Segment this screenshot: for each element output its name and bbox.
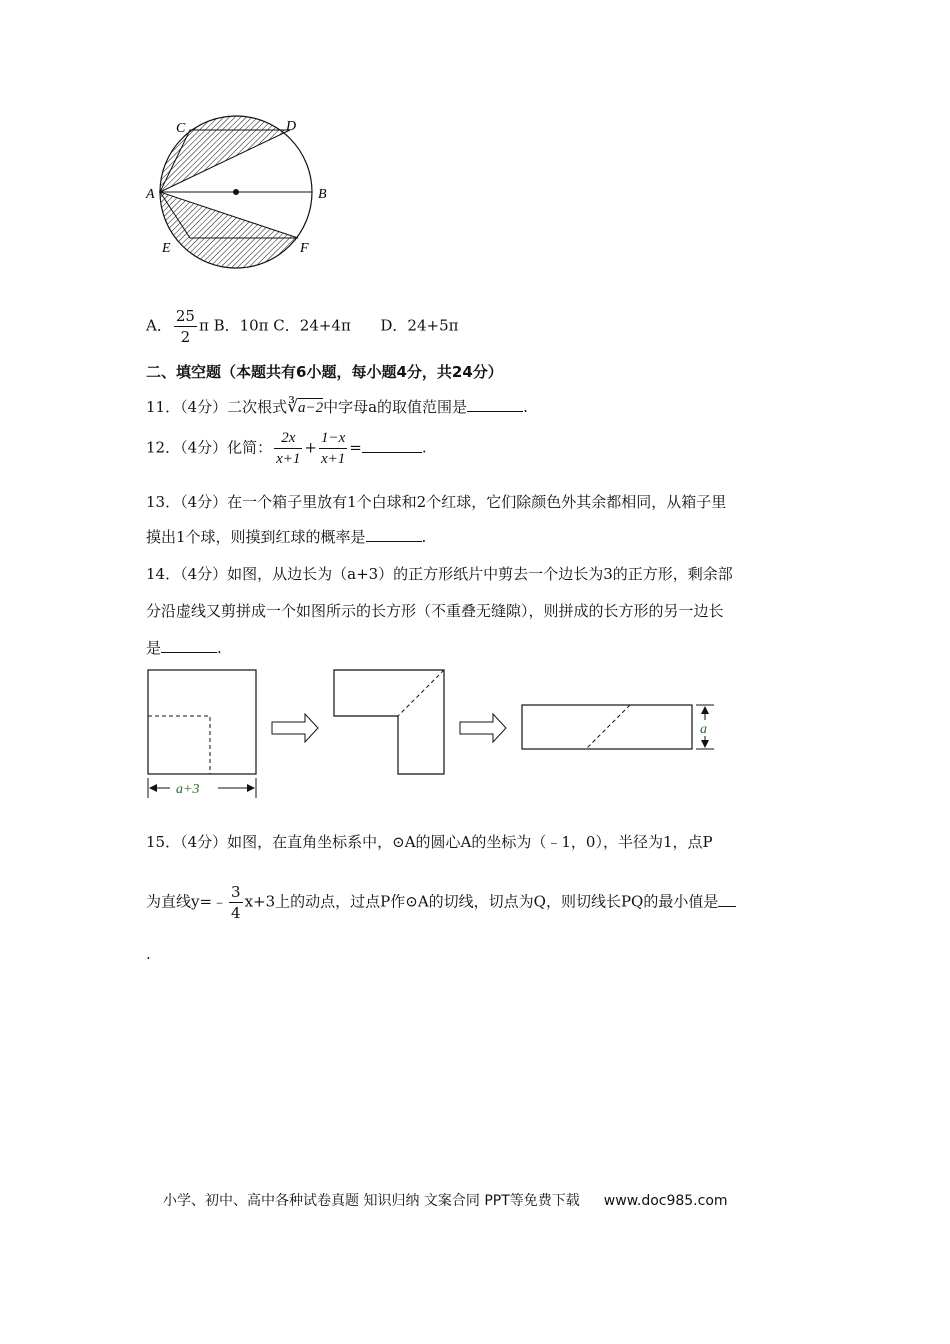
options-abc: π B．10π C．24+4π	[198, 316, 351, 335]
original-square	[148, 670, 256, 774]
arrow-right-icon	[460, 714, 506, 742]
answer-blank	[718, 892, 736, 907]
question-15-line1: 15．（4分）如图，在直角坐标系中，⊙A的圆心A的坐标为（﹣1，0），半径为1，点P	[146, 833, 713, 851]
question-12: 12．（4分）化简： $\frac{2x}{x+1}$ + $\frac{1-x}{x+1}$ = .	[146, 430, 427, 467]
answer-blank	[467, 397, 523, 412]
arrowhead-left	[149, 784, 157, 792]
answer-blank	[362, 438, 422, 453]
question-14-line3: 是 .	[146, 639, 222, 657]
label-e: E	[162, 241, 171, 256]
answer-blank	[366, 527, 422, 542]
question-14-line1: 14．（4分）如图，从边长为（a+3）的正方形纸片中剪去一个边长为3的正方形，剩余部	[146, 565, 733, 583]
label-c: C	[176, 121, 186, 136]
label-f: F	[300, 241, 309, 256]
arrowhead-right	[247, 784, 255, 792]
label-a: A	[146, 187, 155, 202]
question-15-line2: 为直线y=﹣ $\frac{3}{4}$ x+3上的动点，过点P作⊙A的切线，切点为Q，则切线长PQ的最小值是	[146, 882, 736, 923]
cut-dashed-line	[148, 716, 210, 774]
footer-url[interactable]: www.doc985.com	[603, 1193, 728, 1209]
fraction-3-4: $\frac{3}{4}$	[231, 883, 241, 922]
question-15-line3: .	[146, 945, 151, 963]
label-b: B	[318, 187, 327, 202]
fraction-1-x: $\frac{1-x}{x+1}$	[321, 430, 346, 467]
l-shape	[334, 670, 444, 774]
answer-blank	[161, 638, 217, 653]
question-13-line2: 摸出1个球，则摸到红球的概率是 .	[146, 528, 427, 546]
l-shape-dashed-diagonal	[398, 670, 444, 716]
label-a: a	[700, 722, 707, 737]
fraction-2x: $\frac{2x}{x+1}$	[276, 430, 301, 467]
question-13-line1: 13．（4分）在一个箱子里放有1个白球和2个红球，它们除颜色外其余都相同，从箱子里	[146, 493, 727, 511]
page-footer	[163, 1190, 728, 1210]
fraction-25-2: $\frac{25}{2}$	[175, 307, 195, 346]
square-cut-figure	[140, 664, 730, 804]
question-11: 11．（4分）二次根式∛a−2中字母a的取值范围是 .	[146, 397, 528, 417]
label-d: D	[286, 119, 297, 134]
q10-options	[146, 306, 459, 347]
radicand: a−2	[297, 400, 324, 416]
arrowhead-down	[701, 740, 709, 748]
arrowhead-up	[701, 706, 709, 714]
option-a-prefix: A．	[146, 316, 172, 335]
label-a-plus-3: a+3	[176, 782, 200, 797]
section-heading: 二、填空题（本题共有6小题，每小题4分，共24分）	[146, 363, 503, 381]
rectangle-dashed-diagonal	[586, 705, 630, 749]
circle-figure	[140, 110, 340, 270]
option-d: D．24+5π	[380, 316, 459, 335]
center-dot	[233, 189, 239, 195]
arrow-right-icon	[272, 714, 318, 742]
result-rectangle	[522, 705, 692, 749]
footer-text: 小学、初中、高中各种试卷真题 知识归纳 文案合同 PPT等免费下载	[163, 1193, 580, 1209]
question-14-line2: 分沿虚线又剪拼成一个如图所示的长方形（不重叠无缝隙），则拼成的长方形的另一边长	[146, 602, 724, 620]
